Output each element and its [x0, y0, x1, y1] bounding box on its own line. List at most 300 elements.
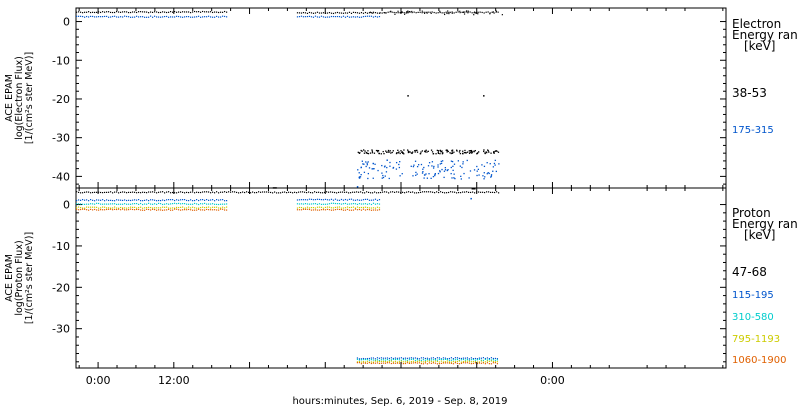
data-point: [440, 150, 441, 151]
data-point: [425, 360, 426, 361]
data-point: [477, 171, 478, 172]
data-point: [148, 17, 149, 18]
data-point: [417, 173, 418, 174]
data-point: [305, 16, 306, 17]
data-point: [428, 173, 429, 174]
data-point: [377, 361, 378, 362]
data-point: [180, 199, 181, 200]
data-point: [409, 151, 410, 152]
data-point: [142, 11, 143, 12]
data-point: [214, 11, 215, 12]
data-point: [194, 200, 195, 201]
data-point: [442, 160, 443, 161]
data-point: [206, 16, 207, 17]
data-point: [435, 360, 436, 361]
data-point: [224, 200, 225, 201]
data-point: [422, 150, 423, 151]
data-point: [394, 192, 395, 193]
data-point: [405, 361, 406, 362]
data-point: [100, 207, 101, 208]
data-point: [447, 150, 448, 151]
data-point: [321, 209, 322, 210]
data-point: [206, 11, 207, 12]
data-point: [208, 11, 209, 12]
data-point: [368, 173, 369, 174]
data-point: [463, 359, 464, 360]
data-point: [406, 11, 407, 12]
data-point: [439, 359, 440, 360]
data-point: [196, 199, 197, 200]
data-point: [297, 12, 298, 13]
data-point: [470, 11, 471, 12]
data-point: [297, 203, 298, 204]
data-point: [453, 174, 454, 175]
data-point: [492, 12, 493, 13]
data-point: [351, 199, 352, 200]
data-point: [329, 12, 330, 13]
data-point: [128, 200, 129, 201]
data-point: [437, 357, 438, 358]
data-point: [96, 209, 97, 210]
data-point: [432, 151, 433, 152]
data-point: [469, 150, 470, 151]
data-point: [422, 11, 423, 12]
data-point: [178, 209, 179, 210]
data-point: [82, 207, 83, 208]
data-point: [299, 199, 300, 200]
data-point: [413, 165, 414, 166]
data-point: [373, 207, 374, 208]
data-point: [90, 209, 91, 210]
legend-item: 47-68: [732, 265, 767, 279]
data-point: [403, 358, 404, 359]
data-point: [242, 191, 243, 192]
data-point: [402, 173, 403, 174]
data-point: [352, 192, 353, 193]
data-point: [465, 361, 466, 362]
data-point: [317, 16, 318, 17]
data-point: [462, 12, 463, 13]
data-point: [435, 363, 436, 364]
data-point: [156, 200, 157, 201]
data-point: [218, 12, 219, 13]
data-point: [394, 12, 395, 13]
data-point: [375, 363, 376, 364]
data-point: [92, 203, 93, 204]
data-point: [442, 192, 443, 193]
data-point: [439, 11, 440, 12]
data-point: [226, 200, 227, 201]
data-point: [424, 174, 425, 175]
data-point: [194, 210, 195, 211]
data-point: [326, 191, 327, 192]
data-point: [94, 207, 95, 208]
data-point: [286, 192, 287, 193]
data-point: [421, 361, 422, 362]
data-point: [449, 152, 450, 153]
data-point: [266, 191, 267, 192]
data-point: [485, 359, 486, 360]
data-point: [385, 358, 386, 359]
data-point: [361, 17, 362, 18]
data-point: [325, 199, 326, 200]
data-point: [148, 209, 149, 210]
data-point: [214, 17, 215, 18]
data-point: [363, 362, 364, 363]
data-point: [423, 363, 424, 364]
data-point: [401, 361, 402, 362]
data-point: [116, 209, 117, 210]
data-point: [158, 209, 159, 210]
data-point: [228, 191, 229, 192]
data-point: [325, 209, 326, 210]
data-point: [355, 203, 356, 204]
data-point: [416, 12, 417, 13]
data-point: [100, 200, 101, 201]
data-point: [483, 362, 484, 363]
data-point: [389, 362, 390, 363]
data-point: [372, 152, 373, 153]
y-axis-label: ACE EPAM: [4, 74, 15, 122]
data-point: [116, 204, 117, 205]
data-point: [376, 192, 377, 193]
data-point: [386, 12, 387, 13]
data-point: [467, 359, 468, 360]
data-point: [78, 192, 79, 193]
data-point: [86, 204, 87, 205]
data-point: [136, 16, 137, 17]
data-point: [214, 209, 215, 210]
data-point: [335, 199, 336, 200]
legend-title: Electron: [732, 17, 782, 31]
data-point: [396, 168, 397, 169]
data-point: [317, 204, 318, 205]
data-point: [481, 363, 482, 364]
data-point: [280, 192, 281, 193]
data-point: [419, 360, 420, 361]
data-point: [100, 209, 101, 210]
data-point: [407, 95, 409, 97]
data-point: [464, 13, 465, 14]
data-point: [297, 199, 298, 200]
data-point: [339, 203, 340, 204]
data-point: [136, 192, 137, 193]
data-point: [401, 357, 402, 358]
data-point: [110, 16, 111, 17]
data-point: [488, 11, 489, 12]
plot-frame: [76, 8, 726, 188]
data-point: [339, 200, 340, 201]
data-point: [390, 150, 391, 151]
data-point: [401, 11, 402, 12]
data-point: [448, 13, 449, 14]
data-point: [459, 11, 460, 12]
data-point: [190, 17, 191, 18]
data-point: [184, 11, 185, 12]
data-point: [128, 192, 129, 193]
data-point: [152, 209, 153, 210]
data-point: [428, 191, 429, 192]
data-point: [198, 192, 199, 193]
data-point: [344, 192, 345, 193]
data-point: [142, 208, 143, 209]
data-point: [218, 204, 219, 205]
data-point: [379, 16, 380, 17]
data-point: [315, 209, 316, 210]
data-point: [318, 192, 319, 193]
data-point: [370, 192, 371, 193]
data-point: [414, 150, 415, 151]
data-point: [351, 13, 352, 14]
data-point: [339, 12, 340, 13]
data-point: [497, 363, 498, 364]
data-point: [427, 361, 428, 362]
data-point: [108, 207, 109, 208]
data-point: [435, 153, 436, 154]
data-point: [396, 153, 397, 154]
data-point: [88, 192, 89, 193]
data-point: [331, 199, 332, 200]
data-point: [371, 12, 372, 13]
data-point: [178, 200, 179, 201]
data-point: [152, 17, 153, 18]
data-point: [495, 164, 496, 165]
data-point: [375, 16, 376, 17]
data-point: [375, 209, 376, 210]
data-point: [412, 151, 413, 152]
data-point: [194, 192, 195, 193]
data-point: [363, 359, 364, 360]
data-point: [188, 16, 189, 17]
data-point: [469, 358, 470, 359]
data-point: [375, 360, 376, 361]
data-point: [450, 191, 451, 192]
time-axis: [79, 8, 723, 387]
data-point: [414, 12, 415, 13]
data-point: [357, 209, 358, 210]
data-point: [313, 209, 314, 210]
data-point: [303, 208, 304, 209]
data-point: [214, 204, 215, 205]
data-point: [377, 203, 378, 204]
data-point: [451, 161, 452, 162]
data-point: [367, 207, 368, 208]
data-point: [478, 191, 479, 192]
data-point: [398, 151, 399, 152]
data-point: [220, 16, 221, 17]
data-point: [473, 359, 474, 360]
data-point: [375, 208, 376, 209]
data-point: [341, 17, 342, 18]
data-point: [204, 200, 205, 201]
data-point: [359, 358, 360, 359]
data-point: [256, 192, 257, 193]
data-point: [164, 200, 165, 201]
data-point: [363, 149, 364, 150]
data-point: [385, 361, 386, 362]
data-point: [371, 357, 372, 358]
data-point: [367, 178, 368, 179]
data-point: [415, 172, 416, 173]
data-point: [491, 363, 492, 364]
data-point: [388, 150, 389, 151]
data-point: [122, 209, 123, 210]
data-point: [194, 203, 195, 204]
data-point: [184, 16, 185, 17]
data-point: [182, 199, 183, 200]
data-point: [327, 204, 328, 205]
data-point: [335, 203, 336, 204]
data-point: [273, 187, 277, 189]
data-point: [466, 11, 467, 12]
data-point: [458, 192, 459, 193]
data-point: [88, 16, 89, 17]
data-point: [208, 207, 209, 208]
data-point: [124, 199, 125, 200]
data-point: [154, 209, 155, 210]
data-point: [462, 151, 463, 152]
data-point: [404, 14, 405, 15]
data-point: [469, 153, 470, 154]
data-point: [172, 16, 173, 17]
data-point: [458, 11, 459, 12]
data-point: [148, 203, 149, 204]
data-point: [459, 363, 460, 364]
data-point: [353, 12, 354, 13]
data-point: [108, 192, 109, 193]
data-point: [254, 192, 255, 193]
data-point: [363, 361, 364, 362]
data-point: [102, 209, 103, 210]
data-point: [436, 191, 437, 192]
data-point: [445, 358, 446, 359]
data-point: [484, 172, 485, 173]
data-point: [369, 16, 370, 17]
data-point: [419, 358, 420, 359]
data-point: [381, 172, 382, 173]
data-point: [311, 16, 312, 17]
data-point: [312, 192, 313, 193]
data-point: [188, 204, 189, 205]
data-point: [158, 207, 159, 208]
data-point: [386, 171, 387, 172]
data-point: [126, 209, 127, 210]
data-point: [479, 362, 480, 363]
data-point: [124, 209, 125, 210]
data-point: [314, 191, 315, 192]
data-point: [370, 152, 371, 153]
data-point: [222, 16, 223, 17]
data-point: [321, 207, 322, 208]
data-point: [98, 210, 99, 211]
data-point: [424, 151, 425, 152]
data-point: [98, 203, 99, 204]
data-point: [100, 204, 101, 205]
data-point: [348, 192, 349, 193]
data-point: [495, 360, 496, 361]
data-point: [122, 204, 123, 205]
data-point: [359, 200, 360, 201]
data-point: [335, 207, 336, 208]
data-point: [383, 359, 384, 360]
data-point: [192, 17, 193, 18]
data-point: [363, 199, 364, 200]
data-point: [433, 167, 434, 168]
data-point: [164, 192, 165, 193]
data-point: [337, 16, 338, 17]
data-point: [142, 204, 143, 205]
data-point: [467, 360, 468, 361]
data-point: [389, 178, 390, 179]
data-point: [439, 153, 440, 154]
data-point: [88, 207, 89, 208]
data-point: [440, 171, 441, 172]
data-point: [498, 163, 499, 164]
data-point: [367, 363, 368, 364]
data-point: [430, 191, 431, 192]
data-point: [316, 192, 317, 193]
data-point: [386, 191, 387, 192]
data-point: [397, 358, 398, 359]
data-point: [481, 358, 482, 359]
data-point: [258, 191, 259, 192]
data-point: [367, 153, 368, 154]
data-point: [307, 207, 308, 208]
data-point: [449, 363, 450, 364]
data-point: [466, 10, 467, 11]
data-point: [497, 361, 498, 362]
data-point: [465, 152, 466, 153]
data-point: [428, 12, 429, 13]
data-point: [112, 209, 113, 210]
data-point: [218, 16, 219, 17]
data-point: [196, 209, 197, 210]
data-point: [180, 207, 181, 208]
data-point: [301, 16, 302, 17]
data-point: [333, 207, 334, 208]
data-point: [140, 192, 141, 193]
data-point: [160, 203, 161, 204]
data-point: [379, 209, 380, 210]
data-point: [456, 150, 457, 151]
data-point: [365, 209, 366, 210]
data-point: [422, 172, 423, 173]
data-point: [168, 191, 169, 192]
data-point: [365, 199, 366, 200]
data-point: [422, 191, 423, 192]
data-point: [359, 152, 360, 153]
data-point: [409, 358, 410, 359]
data-point: [395, 357, 396, 358]
data-point: [468, 11, 469, 12]
data-point: [464, 150, 465, 151]
data-point: [385, 175, 386, 176]
data-point: [365, 361, 366, 362]
data-point: [382, 177, 383, 178]
data-point: [218, 207, 219, 208]
data-point: [188, 209, 189, 210]
data-point: [359, 359, 360, 360]
data-point: [307, 203, 308, 204]
data-point: [454, 178, 455, 179]
data-point: [220, 204, 221, 205]
data-point: [470, 192, 471, 193]
data-point: [130, 17, 131, 18]
data-point: [303, 209, 304, 210]
data-point: [307, 16, 308, 17]
data-point: [84, 17, 85, 18]
data-point: [240, 192, 241, 193]
